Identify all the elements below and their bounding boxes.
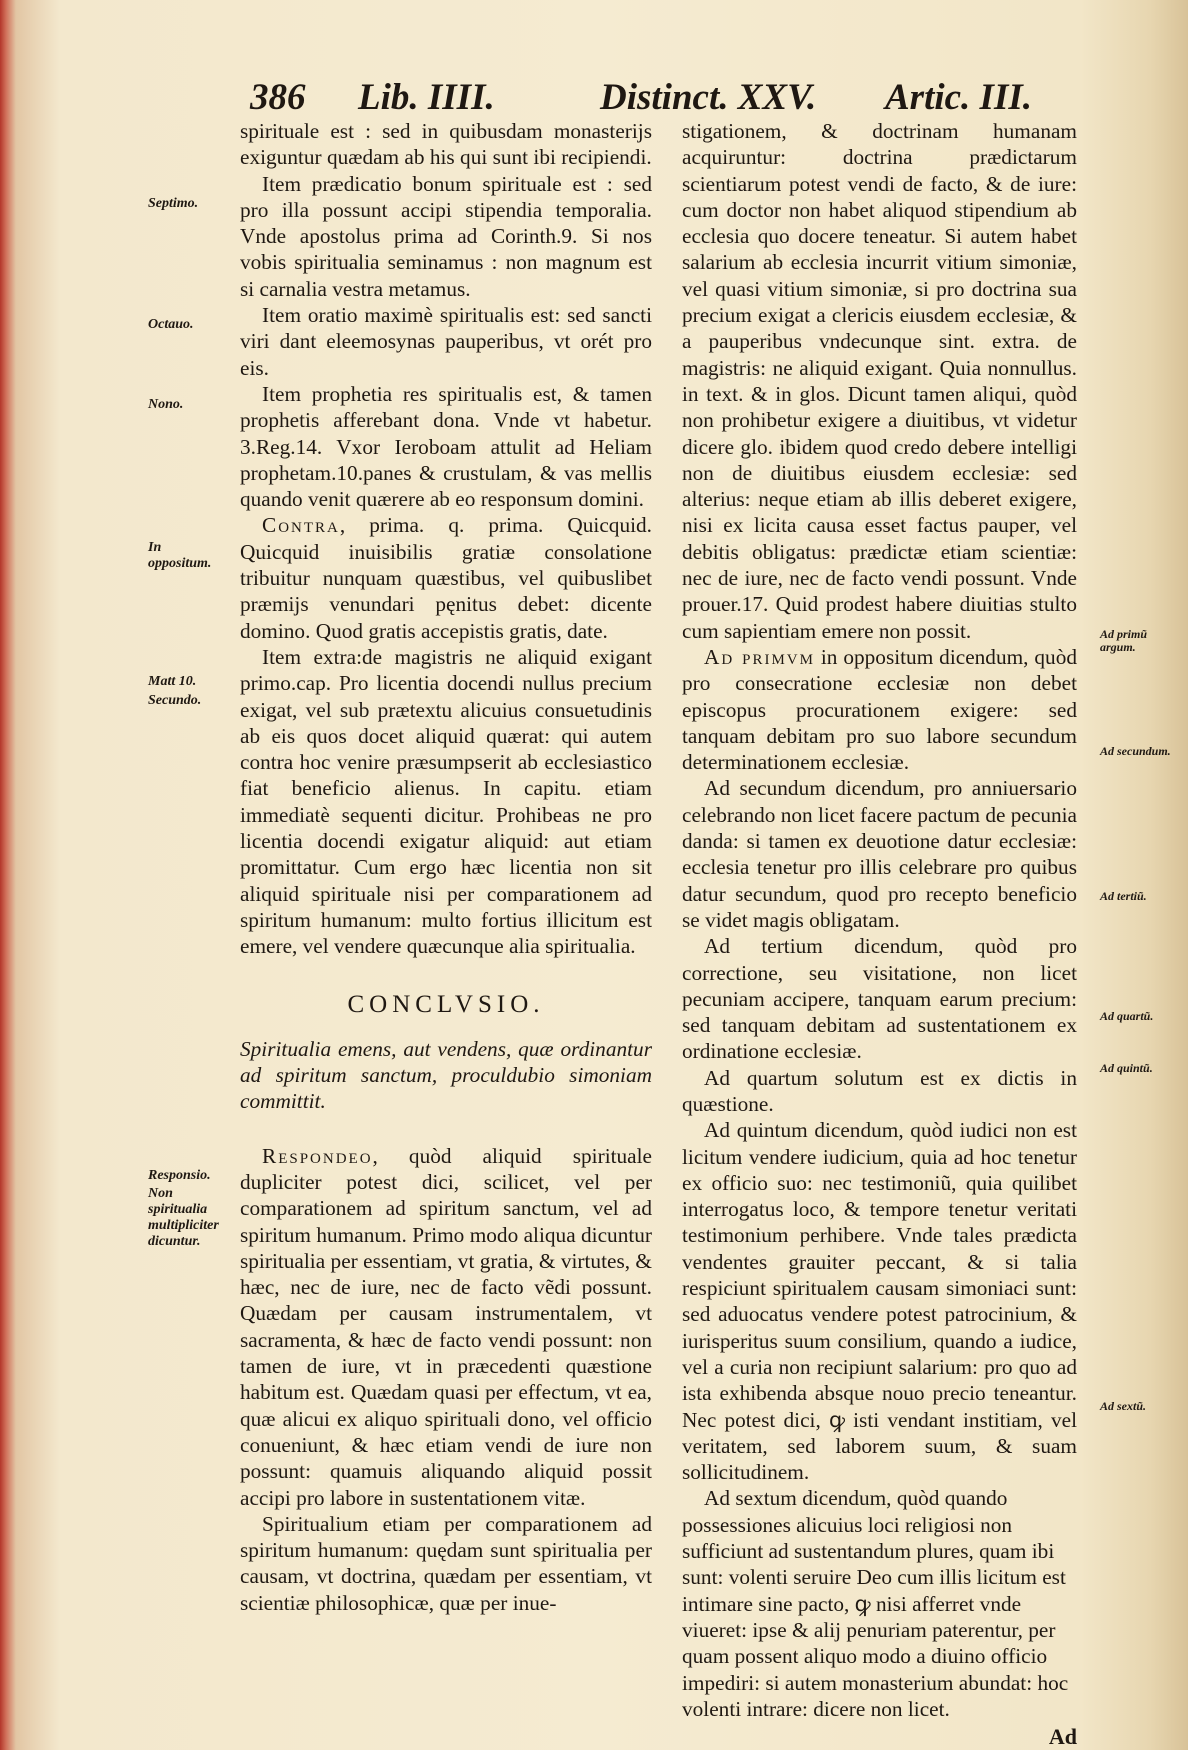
page-number: 386 [250,77,306,118]
distinction-label: Distinct. XXV. [600,77,817,118]
margin-note-in-oppositum: In oppositum. [148,540,212,571]
paragraph: Ad secundum dicendum, pro anniuersario celebrando non licet facere pactum de pecunia danda: si tamen ex deuotione datur ecclesiæ: ecclesia tenetur pro illis celebrare pro quibus datur secundum, quod pro recepto beneficio se videt magis obligatam. [682,776,1077,932]
paragraph: Ad tertium dicendum, quòd pro correctione, seu visitatione, non licet pecuniam accipere, tanquam earum precium: sed tanquam debitam ad sustentationem ex ordinatione ecclesiæ. [682,934,1077,1064]
paragraph: stigationem, & doctrinam humanam acquiruntur: doctrina prædictarum scientiarum potest vendi de facto, & de iure: cum doctor non habet aliquod stipendium ab ecclesia quo docere teneatur. Si autem habet salarium ab ecclesia incurrit vitium simoniæ, vel quasi vitium simoniæ, si pro doctrina sua precium exigat a clericis eiusdem ecclesiæ, & a pauperibus vndecunque sint. extra. de magistris: ne aliquid exigant. Quia nonnullus. in text. & in glos. Dicunt tamen aliqui, quòd non prohibetur exigere a diuitibus, vt videtur dicere glo. ibidem quod credo debere intelligi non de diuitibus eiusdem ecclesiæ: sed alterius: neque etiam ab illis deberet exigere, nisi ex licita causa esset factus pauper, vel debitis obligatus: prædictæ etiam scientiæ: nec de iure, nec de facto vendi possunt. Vnde prouer.17. Quid prodest habere diuitias stulto cum sapientiam emere non possit. [682,119,1077,643]
paragraph: Ad quartum solutum est ex dictis in quæstione. [682,1065,1077,1116]
margin-note-ad-secundum: Ad secundum. [1100,744,1171,758]
conclusio-heading: CONCLVSIO. [347,990,545,1018]
margin-note-septimo: Septimo. [148,196,199,211]
margin-note-ad-quartum: Ad quartũ. [1100,1009,1154,1023]
paragraph: spirituale est : sed in quibusdam monasterijs exiguntur quædam ab his qui sunt ibi recipiendi. [240,119,652,170]
conclusio-text: Spiritualia emens, aut vendens, quæ ordinantur ad spiritum sanctum, proculdubio simoniam committit. [240,1036,652,1114]
margin-note-nono: Nono. [148,397,184,412]
paragraph: Ad quintum dicendum, quòd iudici non est licitum vendere iudicium, quia ad hoc tenetur ex officio suo: nec testimoniũ, quia quilibet interrogatus loco, & tempore tenetur veritati testimonium perhibere. Vnde tales prædicta vendentes grauiter peccant, & si talia respiciunt spiritualem causam simoniaci sunt: sed aduocatus vendere potest patrocinium, & iurisperitus suum consilium, quando a iudice, vel a curia non recipiunt salarium: pro quo ad ista exhibenda absque nouo precio teneantur. Nec potest dici, ꝙ isti vendant institiam, vel veritatem, sed laborem suum, & suam sollicitudinem. [682,1118,1077,1485]
paragraph [240,512,652,643]
book-label: Lib. IIII. [358,77,495,118]
left-column [240,118,652,1616]
paragraph: Item prædicatio bonum spirituale est : sed pro illa possunt accipi stipendia temporalia. Vnde apostolus prima ad Corinth.9. Si nos vobis spiritualia seminamus : non magnum est si carnalia vestra metamus. [240,171,652,301]
ad-primum-text: in oppositum dicendum, quòd pro consecratione ecclesiæ non debet episcopus procurationem exigere: sed tanquam debitam pro suo labore secundum determinationem ecclesiæ. [682,644,1077,775]
respondeo-lead: Respondeo [262,1143,373,1168]
paragraph: Item extra:de magistris ne aliquid exigant primo.cap. Pro licentia docendi nullus precium exigat, vel sub prætextu alicuius consuetudinis ab eis quos docet aliquid quærat: qui autem contra hoc venire præsumpserit ab ecclesiastico fiat beneficio alienus. In capitu. etiam immediatè sequenti dicitur. Prohibeas ne pro licentia docendi exigatur aliquid: aut etiam promittatur. Cum ergo hæc licentia non sit aliquid spirituale nisi per comparationem ad spiritum humanum: multo fortius illicitum est emere, vel vendere quæcunque alia spiritualia. [240,644,652,959]
catchword: Ad [1048,1724,1077,1750]
article-label: Artic. III. [885,77,1033,118]
right-column [682,118,1077,1750]
paragraph [240,1143,652,1511]
margin-note-ad-sextum: Ad sextũ. [1100,1399,1147,1413]
margin-note-ad-primum: Ad primũ argum. [1100,627,1148,654]
contra-lead: Contra [262,513,340,538]
ad-primum-lead: Ad primvm [704,644,815,669]
paragraph: Ad sextum dicendum, quòd quando possessiones alicuius loci religiosi non sufficiunt ad sustentandum plures, quam ibi sunt: volenti seruire Deo cum illis licitum est intimare sine pacto, ꝙ nisi afferret vnde viueret: ipse & alij penuriam paterentur, per quam possent aliquo modo a diuino officio impediri: si autem monasterium abundat: hoc volenti intrare: dicere non licet. [682,1486,1069,1721]
margin-note-ad-quintum: Ad quintũ. [1100,1061,1153,1075]
margin-note-octauo: Octauo. [148,317,194,332]
respondeo-text: , quòd aliquid spirituale dupliciter potest dici, scilicet, vel per comparationem ad spiritum sanctum, vel ad spiritum humanum. Primo modo aliqua dicuntur spiritualia per essentiam, vt gratia, & virtutes, & hæc, nec de iure, nec de facto vẽdi possunt. Quædam per causam instrumentalem, vt sacramenta, & hæc de facto vendi possunt: non tamen de iure, vt in præcedenti quæstione habitum est. Quædam quasi per effectum, vt ea, quæ alicui ex aliquo spirituali dono, vel officio conueniunt, & hæc etiam vendi de iure non possunt: quamuis aliquando aliquid possit accipi pro labore in sustentationem vitæ. [240,1143,652,1510]
paragraph: Spiritualium etiam per comparationem ad spiritum humanum: quędam sunt spiritualia per causam, vt doctrina, quædam per essentiam, vt scientiæ philosophicæ, quæ per inue- [240,1511,652,1615]
margin-note-secundo: Secundo. [148,693,202,708]
margin-note-responsio: Responsio. [148,1168,211,1183]
paragraph [682,644,1077,775]
margin-note-ad-tertium: Ad tertiũ. [1100,889,1147,903]
margin-note-matt: Matt 10. [148,674,197,689]
paragraph: Item oratio maximè spiritualis est: sed sancti viri dant eleemosynas pauperibus, vt orét pro eis. [240,303,652,380]
contra-text: , prima. q. prima. Quicquid. Quicquid inuisibilis gratiæ consolatione tribuitur nunquam quæstibus, vel quibuslibet præmijs venundari pęnitus debet: dicente domino. Quod gratis accepistis gratis, date. [240,513,652,643]
paragraph: Item prophetia res spiritualis est, & tamen prophetis afferebant dona. Vnde vt habetur. 3.Reg.14. Vxor Ieroboam attulit ad Heliam prophetam.10.panes & crustulam, & vas mellis quando venit quærere ab eo responsum domini. [240,381,652,512]
margin-note-non-spiritualia: Non spiritualia multipliciter dicuntur. [148,1186,219,1249]
